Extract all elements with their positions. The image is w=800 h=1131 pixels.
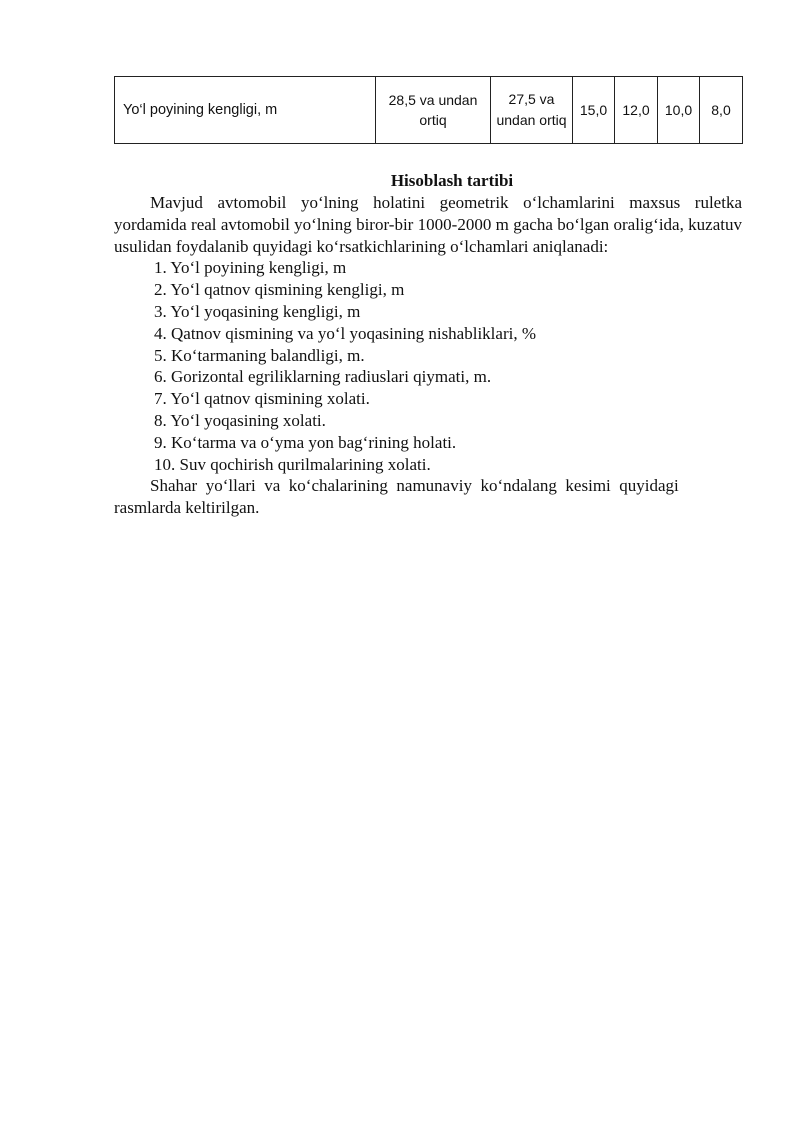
list-item: 6. Gorizontal egriliklarning radiuslari qiymati, m. — [154, 367, 492, 387]
table-cell: 12,0 — [615, 77, 658, 144]
list-item: 8. Yo‘l yoqasining xolati. — [154, 410, 326, 430]
closing-paragraph-line: rasmlarda keltirilgan. — [114, 498, 260, 518]
section-title: Hisoblash tartibi — [390, 171, 514, 190]
list-item: 7. Yo‘l qatnov qismining xolati. — [154, 389, 370, 409]
intro-paragraph: Mavjud avtomobil yo‘lning holatini geometrik o‘lchamlarini maxsus ruletka yordamida real avtomobil yo‘lning biror-bir 1000-2000 m gacha bo‘lgan oralig‘ida, kuzatuv usulidan foydalanib quyidagi ko‘rsatkichlarining o‘lchamlari aniqlanadi: — [114, 193, 742, 256]
table-cell: 10,0 — [658, 77, 700, 144]
list-item: 2. Yo‘l qatnov qismining kengligi, m — [154, 280, 405, 300]
list-item: 10. Suv qochirish qurilmalarining xolati. — [154, 454, 431, 474]
table-row — [115, 77, 743, 144]
closing-paragraph-line: Shahar yo‘llari va ko‘chalarining namunaviy ko‘ndalang kesimi quyidagi — [150, 476, 679, 496]
road-width-table — [114, 76, 743, 144]
list-item: 5. Ko‘tarmaning balandligi, m. — [154, 345, 365, 365]
list-item: 4. Qatnov qismining va yo‘l yoqasining nishabliklari, % — [154, 323, 536, 343]
table-cell: 28,5 va undan ortiq — [376, 77, 491, 144]
list-item: 3. Yo‘l yoqasining kengligi, m — [154, 301, 361, 321]
list-item: 1. Yo‘l poyining kengligi, m — [154, 258, 347, 278]
list-item: 9. Ko‘tarma va o‘yma yon bag‘rining holati. — [154, 432, 457, 452]
table-cell: 8,0 — [700, 77, 743, 144]
body-text — [114, 192, 742, 519]
table-cell: 27,5 va undan ortiq — [491, 77, 573, 144]
table-cell-label: Yo‘l poyining kengligi, m — [115, 77, 376, 144]
table-cell: 15,0 — [573, 77, 615, 144]
